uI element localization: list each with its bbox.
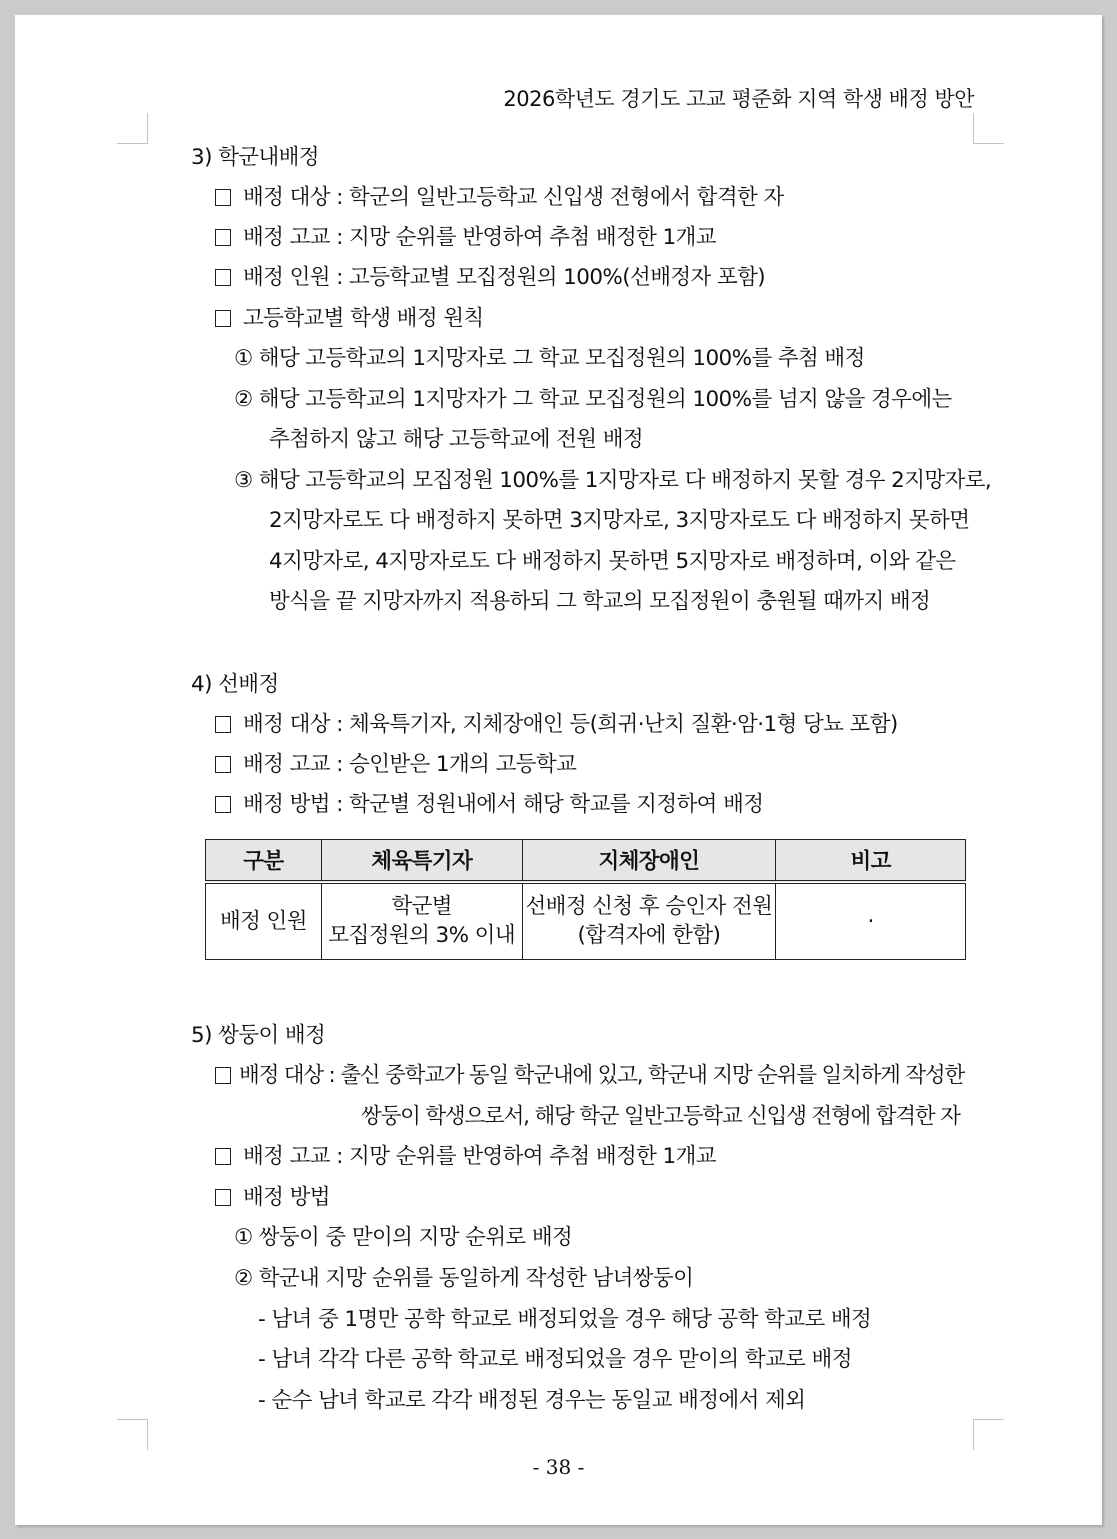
pre-allocation-table [205, 839, 966, 960]
list-item: 배정 고교 : 지망 순위를 반영하여 추첨 배정한 1개교 [215, 1142, 716, 1172]
principle-continuation: 방식을 끝 지망자까지 적용하되 그 학교의 모집정원이 충원될 때까지 배정 [269, 589, 931, 614]
list-item: 배정 방법 : 학군별 정원내에서 해당 학교를 지정하여 배정 [215, 790, 763, 820]
method-item: ② 학군내 지망 순위를 동일하게 작성한 남녀쌍둥이 [234, 1266, 694, 1291]
checkbox-icon [215, 796, 231, 813]
page-number: - 38 - [532, 1455, 585, 1479]
section-heading-3: 3) 학군내배정 [191, 145, 319, 170]
checkbox-icon [215, 269, 231, 286]
section-heading-5: 5) 쌍둥이 배정 [191, 1023, 326, 1048]
principle-continuation: 2지망자로도 다 배정하지 못하면 3지망자로, 3지망자로도 다 배정하지 못하면 [269, 508, 970, 533]
target-continuation: 쌍둥이 학생으로서, 해당 학군 일반고등학교 신입생 전형에 합격한 자 [361, 1104, 960, 1129]
table-header-cell: 지체장애인 [522, 840, 776, 882]
table-header-cell: 구분 [206, 840, 322, 882]
crop-mark-top-left [117, 113, 148, 144]
section-heading-4: 4) 선배정 [191, 672, 279, 697]
list-item: 배정 인원 : 고등학교별 모집정원의 100%(선배정자 포함) [215, 263, 765, 293]
checkbox-icon [215, 1148, 231, 1165]
table-header-row [206, 840, 966, 882]
crop-mark-bottom-left [117, 1419, 148, 1450]
note-cell: · [776, 882, 966, 960]
list-item: 배정 고교 : 승인받은 1개의 고등학교 [215, 750, 576, 780]
crop-mark-bottom-right [973, 1419, 1004, 1450]
sub-item: - 순수 남녀 학교로 각각 배정된 경우는 동일교 배정에서 제외 [258, 1388, 806, 1413]
checkbox-icon [215, 1067, 231, 1084]
table-row [206, 882, 966, 960]
list-item: 배정 대상 : 출신 중학교가 동일 학군내에 있고, 학군내 지망 순위를 일치하게 작성한 [215, 1061, 964, 1091]
list-item: 배정 대상 : 체육특기자, 지체장애인 등(희귀·난치 질환·암·1형 당뇨 포함) [215, 710, 898, 740]
principle-item: ① 해당 고등학교의 1지망자로 그 학교 모집정원의 100%를 추첨 배정 [234, 346, 865, 371]
checkbox-icon [215, 756, 231, 773]
sub-item: - 남녀 중 1명만 공학 학교로 배정되었을 경우 해당 공학 학교로 배정 [258, 1307, 872, 1332]
checkbox-icon [215, 229, 231, 246]
row-label-cell: 배정 인원 [206, 882, 322, 960]
method-item: ① 쌍둥이 중 맏이의 지망 순위로 배정 [234, 1225, 573, 1250]
document-page [15, 15, 1102, 1525]
checkbox-icon [215, 716, 231, 733]
checkbox-icon [215, 189, 231, 206]
list-item: 고등학교별 학생 배정 원칙 [215, 304, 484, 334]
table-header-cell: 체육특기자 [321, 840, 522, 882]
table-header-cell: 비고 [776, 840, 966, 882]
sub-item: - 남녀 각각 다른 공학 학교로 배정되었을 경우 맏이의 학교로 배정 [258, 1347, 852, 1372]
sports-cell: 학군별 모집정원의 3% 이내 [321, 882, 522, 960]
checkbox-icon [215, 1189, 231, 1206]
principle-item: ② 해당 고등학교의 1지망자가 그 학교 모집정원의 100%를 넘지 않을 경우에는 [234, 387, 952, 412]
list-item: 배정 고교 : 지망 순위를 반영하여 추첨 배정한 1개교 [215, 223, 716, 253]
checkbox-icon [215, 310, 231, 327]
principle-continuation: 4지망자로, 4지망자로도 다 배정하지 못하면 5지망자로 배정하며, 이와 같은 [269, 549, 956, 574]
running-header: 2026학년도 경기도 고교 평준화 지역 학생 배정 방안 [503, 87, 974, 111]
crop-mark-top-right [973, 113, 1004, 144]
principle-continuation: 추첨하지 않고 해당 고등학교에 전원 배정 [269, 427, 644, 452]
list-item: 배정 대상 : 학군의 일반고등학교 신입생 전형에서 합격한 자 [215, 183, 784, 213]
disabled-cell: 선배정 신청 후 승인자 전원 (합격자에 한함) [522, 882, 776, 960]
principle-item: ③ 해당 고등학교의 모집정원 100%를 1지망자로 다 배정하지 못할 경우 2지망자로, [234, 468, 992, 493]
list-item: 배정 방법 [215, 1183, 330, 1213]
